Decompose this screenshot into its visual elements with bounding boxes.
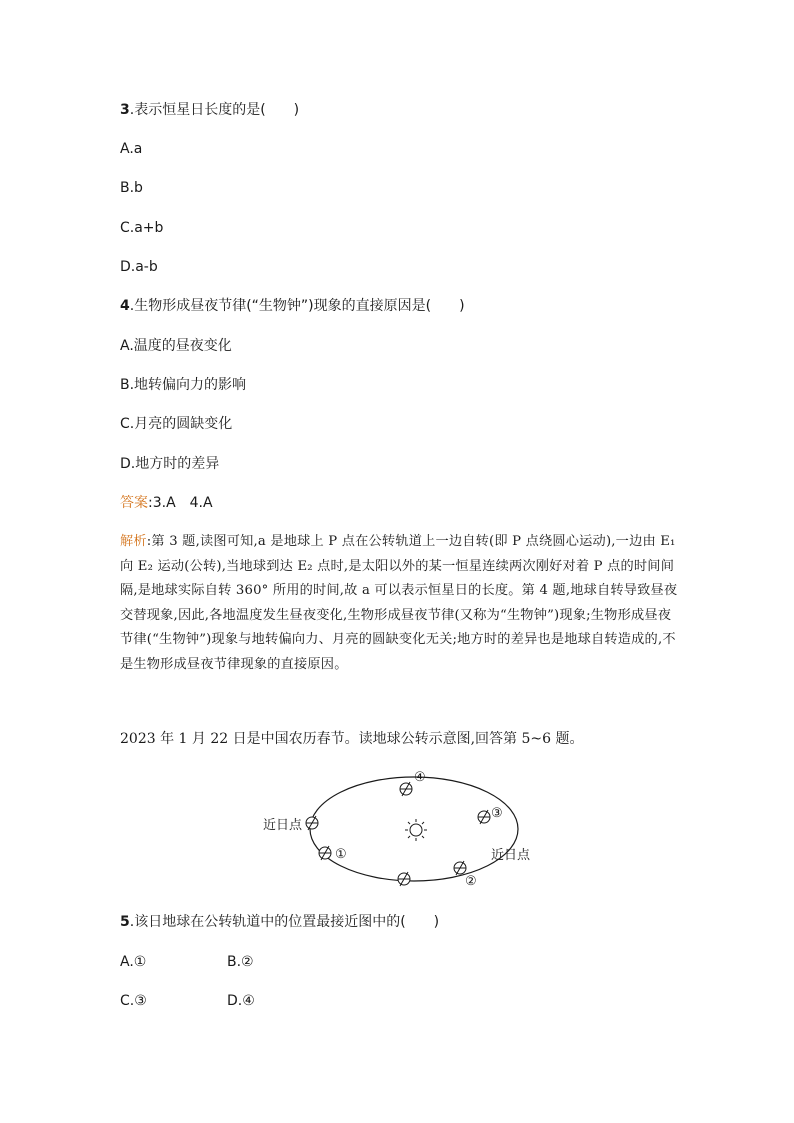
intro-text: 2023 年 1 月 22 日是中国农历春节。读地球公转示意图,回答第 5~6 题。 <box>120 731 584 747</box>
earth-icon <box>398 872 410 886</box>
option-3d: D.a-b <box>120 259 158 275</box>
earth-icon <box>306 816 318 830</box>
question-number: 4 <box>120 298 130 314</box>
analysis-label: 解析 <box>120 534 147 549</box>
perihelion-label-right: 近日点 <box>491 848 531 863</box>
analysis-paragraph <box>120 530 680 677</box>
option-5d: D.④ <box>227 993 255 1009</box>
position-label-2: ② <box>465 874 477 889</box>
answer-text: :3.A 4.A <box>148 495 213 511</box>
earth-icon <box>478 810 490 824</box>
option-3c: C.a+b <box>120 220 164 236</box>
answer-line <box>120 493 213 513</box>
option-5a: A.① <box>120 954 147 970</box>
sun-icon <box>405 819 427 841</box>
option-4d: D.地方时的差异 <box>120 456 220 472</box>
analysis-text: :第 3 题,读图可知,a 是地球上 P 点在公转轨道上一边自转(即 P 点绕圆心运动),一边由 E₁ 向 E₂ 运动(公转),当地球到达 E₂ 点时,是太阳以外的某一恒星连续两次刚好对着 P 点的时间间隔,是地球实际自转 360° 所用的时间,故 a 可以表示恒星日的长度。第 4 题,地球自转导致昼夜交替现象,因此,各地温度发生昼夜变化,生物形成昼夜节律(又称为“生物钟”)现象;生物形成昼夜节律(“生物钟”)现象与地转偏向力、月亮的圆缺变化无关;地方时的差异也是地球自转造成的,不是生物形成昼夜节律现象的直接原因。 <box>120 534 678 672</box>
question-4 <box>120 296 465 316</box>
option-3a: A.a <box>120 141 143 157</box>
option-4b: B.地转偏向力的影响 <box>120 377 247 393</box>
position-label-3: ③ <box>491 806 503 821</box>
perihelion-label-left: 近日点 <box>263 818 303 833</box>
position-label-1: ① <box>335 847 347 862</box>
answer-label: 答案 <box>120 495 148 511</box>
question-stem: .生物形成昼夜节律(“生物钟”)现象的直接原因是( ) <box>129 298 465 314</box>
orbit-diagram <box>255 765 555 895</box>
option-4a: A.温度的昼夜变化 <box>120 338 232 354</box>
question-stem: .该日地球在公转轨道中的位置最接近图中的( ) <box>129 914 440 930</box>
option-5c: C.③ <box>120 993 147 1009</box>
position-label-4: ④ <box>414 770 426 785</box>
question-number: 3 <box>120 102 130 118</box>
question-number: 5 <box>120 914 130 930</box>
earth-icon <box>319 846 331 860</box>
option-4c: C.月亮的圆缺变化 <box>120 416 233 432</box>
earth-icon <box>454 861 466 875</box>
option-5b: B.② <box>227 954 254 970</box>
question-3 <box>120 100 299 120</box>
earth-icon <box>400 782 412 796</box>
option-3b: B.b <box>120 180 143 196</box>
question-stem: .表示恒星日长度的是( ) <box>129 102 300 118</box>
orbit-ellipse <box>310 777 518 881</box>
question-5 <box>120 912 439 932</box>
